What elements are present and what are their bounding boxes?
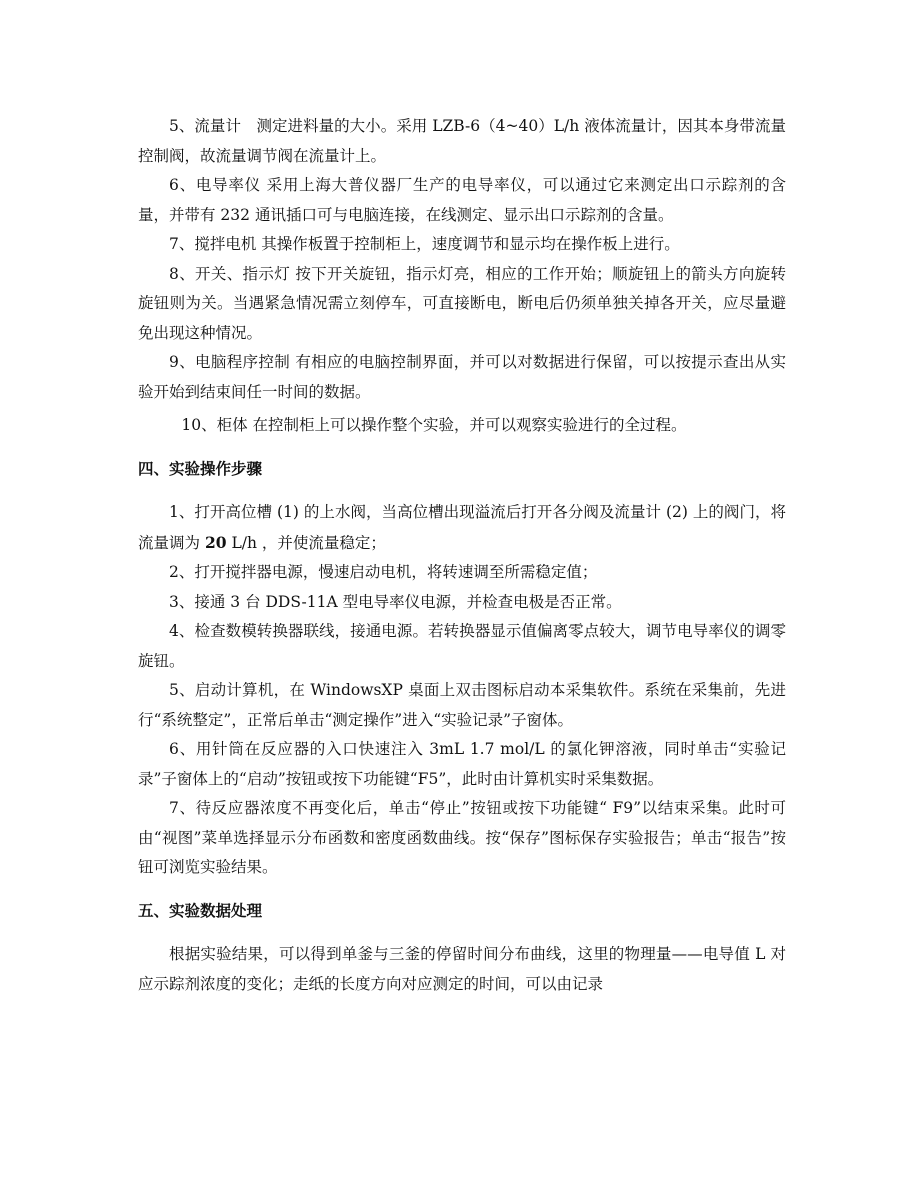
section5-heading: 五、实验数据处理 xyxy=(138,901,263,920)
section3-item-6: 6、电导率仪 采用上海大普仪器厂生产的电导率仪，可以通过它来测定出口示踪剂的含量，并带有 232 通讯插口可与电脑连接，在线测定、显示出口示踪剂的含量。 xyxy=(138,176,786,224)
section4-heading: 四、实验操作步骤 xyxy=(138,459,263,478)
step1-text-b: L/h ，并使流量稳定； xyxy=(226,533,386,552)
section4-step-1 xyxy=(138,498,786,558)
section3-item-7: 7、搅拌电机 其操作板置于控制柜上，速度调节和显示均在操作板上进行。 xyxy=(169,235,680,253)
section4-step-3: 3、接通 3 台 DDS-11A 型电导率仪电源，并检查电极是否正常。 xyxy=(169,592,622,611)
section4-step-5: 5、启动计算机，在 WindowsXP 桌面上双击图标启动本采集软件。系统在采集前，先进行“系统整定”，正常后单击“测定操作”进入“实验记录”子窗体。 xyxy=(138,681,786,729)
document-page xyxy=(138,112,786,999)
section3-item-5: 5、流量计 测定进料量的大小。采用 LZB-6（4~40）L/h 液体流量计，因其本身带流量控制阀，故流量调节阀在流量计上。 xyxy=(138,117,786,165)
section4-step-4: 4、检查数模转换器联线，接通电源。若转换器显示值偏离零点较大，调节电导率仪的调零旋钮。 xyxy=(138,622,786,670)
section5-paragraph: 根据实验结果，可以得到单釜与三釜的停留时间分布曲线，这里的物理量——电导值 L 对应示踪剂浓度的变化；走纸的长度方向对应测定的时间，可以由记录 xyxy=(138,945,786,993)
section4-step-6: 6、用针筒在反应器的入口快速注入 3mL 1.7 mol/L 的氯化钾溶液，同时单击“实验记录”子窗体上的“启动”按钮或按下功能键“F5”，此时由计算机实时采集数据。 xyxy=(138,740,786,788)
section3-item-9: 9、电脑程序控制 有相应的电脑控制界面，并可以对数据进行保留，可以按提示查出从实验开始到结束间任一时间的数据。 xyxy=(138,353,786,401)
section4-step-7: 7、待反应器浓度不再变化后，单击“停止”按钮或按下功能键“ F9”以结束采集。此时可由“视图”菜单选择显示分布函数和密度函数曲线。按“保存”图标保存实验报告；单击“报告”按钮可浏览实验结果。 xyxy=(138,799,786,876)
step1-text-a: 1、打开高位槽 (1) 的上水阀，当高位槽出现溢流后打开各分阀及流量计 (2) 上的阀门，将流量调为 xyxy=(138,503,786,552)
section4-step-2: 2、打开搅拌器电源，慢速启动电机，将转速调至所需稳定值； xyxy=(169,563,598,581)
section3-item-10: 10、柜体 在控制柜上可以操作整个实验，并可以观察实验进行的全过程。 xyxy=(181,416,687,434)
section3-item-8: 8、开关、指示灯 按下开关旋钮，指示灯亮，相应的工作开始；顺旋钮上的箭头方向旋转旋钮则为关。当遇紧急情况需立刻停车，可直接断电，断电后仍须单独关掉各开关，应尽量避免出现这种情况。 xyxy=(138,264,786,342)
step1-flow-value: 20 xyxy=(204,532,227,552)
